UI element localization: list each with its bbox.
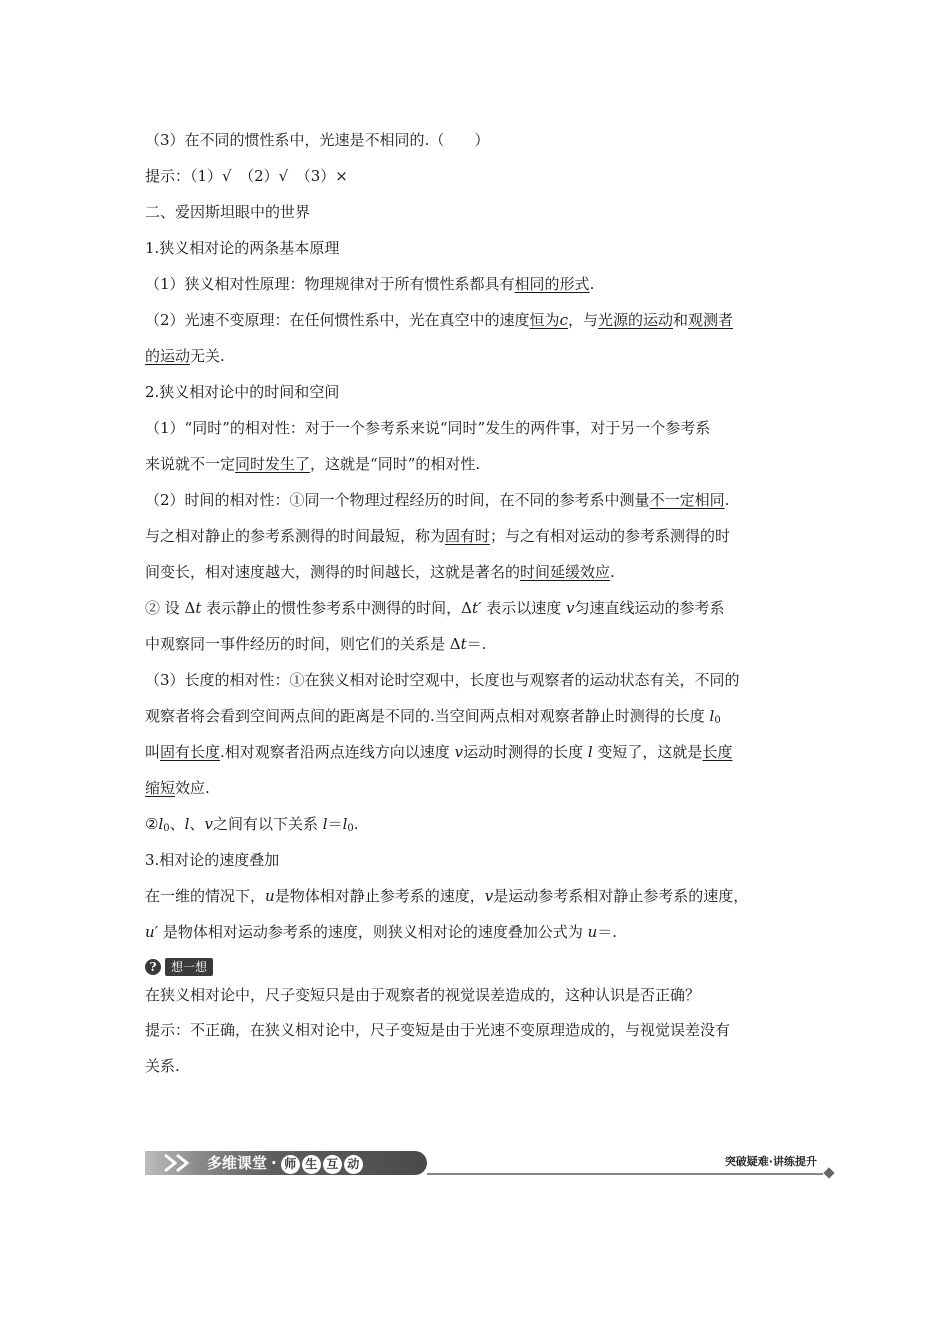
principle-2-cont [145,338,810,374]
banner-title: 多维课堂 · 师 生 互 动 [207,1151,365,1175]
subheading-time-space: 2.狭义相对论中的时间和空间 [145,383,340,401]
text: . [610,563,615,581]
hint-answers: 提示：（1）√ （2）√ （3）× [145,167,348,185]
text: （2）时间的相对性：①同一个物理过程经历的时间，在不同的参考系中测量 [145,491,650,509]
think-question: 在狭义相对论中，尺子变短只是由于观察者的视觉误差造成的，这种认识是否正确？ [145,986,701,1004]
time-2 [145,518,810,554]
text: ；与之有相对运动的参考系测得的时 [490,527,731,545]
underlined-answer: 恒为c [529,311,568,329]
underlined-answer: 时间延缓效应 [520,563,611,581]
think-tag [145,956,213,978]
text: 无关. [190,347,225,365]
section-heading: 二、爱因斯坦眼中的世界 [145,203,311,221]
time-3 [145,554,810,590]
text: ，这就是“同时”的相对性. [310,455,481,473]
text: 来说就不一定 [145,455,236,473]
think-hint-cont: 关系. [145,1057,180,1075]
underlined-answer: 长度 [702,743,733,761]
text: 与之相对静止的参考系测得的时间最短，称为 [145,527,446,545]
underlined-answer: 固有长度 [160,743,221,761]
text: （1）狭义相对性原理：物理规律对于所有惯性系都具有 [145,275,515,293]
diamond-icon [823,1167,834,1178]
underlined-answer: 固有时 [445,527,491,545]
simultaneity-2 [145,446,810,482]
length-1: （3）长度的相对性：①在狭义相对论时空观中，长度也与观察者的运动状态有关，不同的 [145,671,740,689]
text: 间变长，相对速度越大，测得的时间越长，这就是著名的 [145,563,521,581]
banner-rule [427,1173,823,1175]
underlined-answer: 光源的运动 [597,311,673,329]
length-4: 缩短效应. [145,779,210,797]
subheading-principles: 1.狭义相对论的两条基本原理 [145,239,340,257]
underlined-answer: 的运动 [145,347,191,365]
document-body [145,122,810,1084]
text: . [724,491,730,509]
simultaneity-1: （1）“同时”的相对性：对于一个参考系来说“同时”发生的两件事，对于另一个参考系 [145,419,711,437]
text: ，与 [567,311,598,329]
double-chevron-icon [161,1153,201,1173]
text: . [589,275,595,293]
time-5: 中观察同一事件经历的时间，则它们的关系是 Δt＝. [145,635,487,653]
question-3: （3）在不同的惯性系中，光速是不相同的.（ ） [145,131,490,149]
principle-2 [145,302,810,338]
underlined-answer: 观测者 [688,311,734,329]
banner-subtitle: 突破疑难·讲练提升 [724,1155,817,1168]
section-banner [145,1149,833,1179]
principle-1 [145,266,810,302]
text: 和 [673,311,689,329]
underlined-answer: 缩短 [145,779,176,797]
underlined-answer: 相同的形式 [514,275,590,293]
velocity-2: u′ 是物体相对运动参考系的速度，则狭义相对论的速度叠加公式为 u＝. [145,923,618,941]
velocity-1: 在一维的情况下，u是物体相对静止参考系的速度，v是运动参考系相对静止参考系的速度， [145,887,749,905]
underlined-answer: 不一定相同 [649,491,725,509]
text: （2）光速不变原理：在任何惯性系中，光在真空中的速度 [145,311,530,329]
subheading-velocity: 3.相对论的速度叠加 [145,851,280,869]
question-icon: ? [145,959,161,975]
underlined-answer: 同时发生了 [235,455,311,473]
time-4: ② 设 Δt 表示静止的惯性参考系中测得的时间，Δt′ 表示以速度 v匀速直线运动的参考系 [145,599,725,617]
think-label: 想一想 [165,958,213,976]
length-3: 叫固有长度.相对观察者沿两点连线方向以速度 v运动时测得的长度 l 变短了，这就是长度 [145,743,733,761]
length-2: 观察者将会看到空间两点间的距离是不同的.当空间两点相对观察者静止时测得的长度 $l_0$ [145,707,721,726]
length-relation: $②l_0$、l、v之间有以下关系 $l=l_0$. [145,815,359,834]
think-hint: 提示：不正确，在狭义相对论中，尺子变短是由于光速不变原理造成的，与视觉误差没有 [145,1021,731,1039]
time-1 [145,482,810,518]
